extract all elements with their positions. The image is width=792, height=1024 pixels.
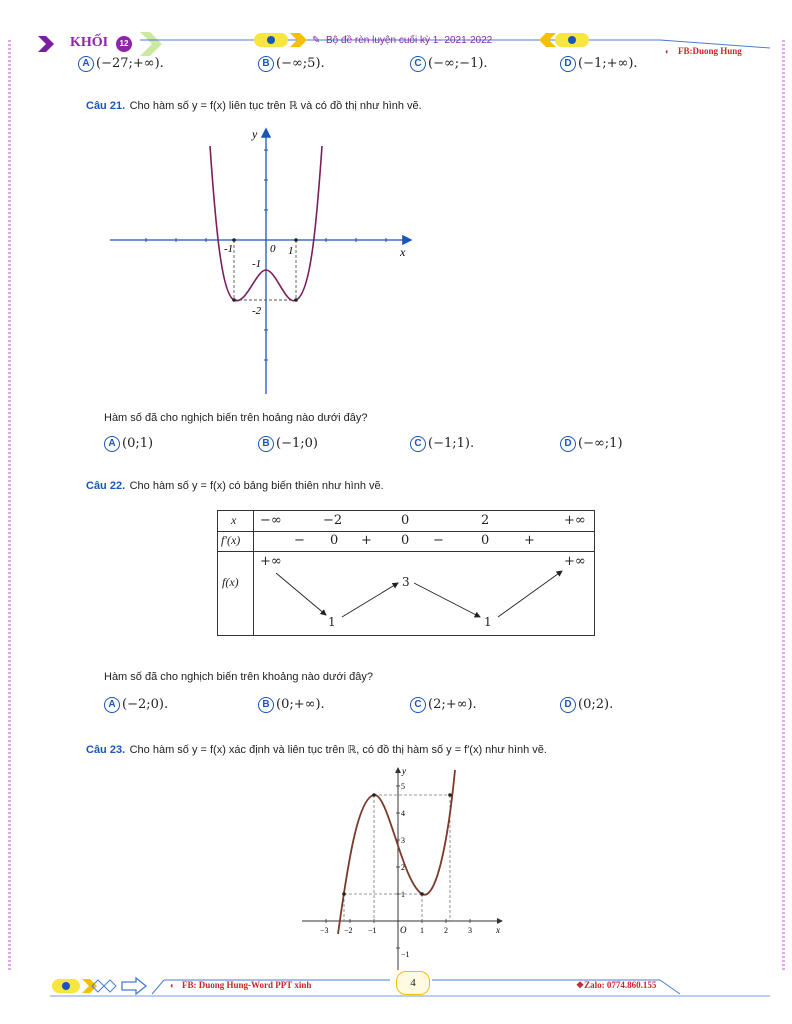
q22-stem: Câu 22. Cho hàm số y = f(x) có bảng biến thiên như hình vẽ. (86, 480, 384, 492)
footer-fb-text: FB: Duong Hung-Word PPT xinh (182, 980, 312, 990)
table-f-value: +∞ (564, 554, 586, 569)
grade-label: KHỐI (70, 35, 109, 50)
table-sign: + (524, 533, 535, 548)
q21-label-y-minus1: -1 (252, 258, 262, 270)
q23-label-x: x (496, 925, 500, 935)
q23-xtick: 3 (468, 926, 472, 935)
q23-xtick: −1 (368, 926, 377, 935)
q21-label-y-minus2: -2 (252, 305, 262, 317)
grade-number-badge: 12 (116, 36, 132, 52)
q23-label-origin: O (400, 925, 407, 935)
q21-stem: Câu 21. Cho hàm số y = f(x) liên tục trên ℝ và có đồ thị như hình vẽ. (86, 100, 422, 112)
header-decoration (0, 0, 792, 60)
table-x-value: −2 (323, 513, 343, 528)
page-header (0, 0, 792, 60)
q21-label-x: x (400, 245, 406, 259)
q23-xtick: −2 (344, 926, 353, 935)
table-sign: − (294, 533, 305, 548)
q21-graph (100, 122, 420, 402)
q21-label-y: y (252, 127, 258, 141)
table-row-x-label: x (231, 513, 237, 527)
q21-label-plus1: 1 (288, 245, 294, 257)
q22-option-a[interactable]: A (−2;0). (104, 697, 168, 713)
footer-fb-icon: ◐ (170, 981, 175, 990)
q23-graph (298, 762, 508, 972)
q21-question: Hàm số đã cho nghịch biến trên hoảng nào dưới đây? (104, 412, 368, 424)
q21-option-b[interactable]: B (−1;0) (258, 436, 318, 452)
q23-xtick: 2 (444, 926, 448, 935)
q20-option-c[interactable]: C (−∞;−1). (410, 56, 488, 72)
table-sign: 0 (481, 533, 490, 548)
q22-variation-table (217, 510, 595, 636)
q23-ytick: 4 (401, 809, 405, 818)
q23-ytick: 3 (401, 836, 405, 845)
table-x-value: −∞ (260, 513, 282, 528)
q23-xtick: 1 (420, 926, 424, 935)
q21-option-c[interactable]: C (−1;1). (410, 436, 474, 452)
q21-option-d[interactable]: D (−∞;1) (560, 436, 623, 452)
q21-label-minus1: -1 (224, 243, 234, 255)
q22-option-d[interactable]: D (0;2). (560, 697, 613, 713)
q22-question: Hàm số đã cho nghịch biến trên khoảng nào dưới đây? (104, 671, 373, 683)
page-number: 4 (396, 971, 430, 995)
left-border-decoration (8, 40, 11, 970)
right-border-decoration (782, 40, 785, 970)
table-x-value: 2 (481, 513, 490, 528)
q23-ytick: 2 (401, 863, 405, 872)
table-sign: + (361, 533, 372, 548)
q22-option-b[interactable]: B (0;+∞). (258, 697, 325, 713)
page-footer (0, 968, 792, 1008)
table-sign: − (433, 533, 444, 548)
table-x-value: +∞ (564, 513, 586, 528)
table-arrows (218, 511, 594, 635)
q21-label-origin: 0 (270, 243, 276, 255)
edit-icon: ✎ (312, 35, 321, 46)
table-sign: 0 (330, 533, 339, 548)
table-sign: 0 (401, 533, 410, 548)
table-f-value: 1 (484, 615, 492, 629)
table-row-f-label: f(x) (222, 575, 239, 589)
table-f-value: +∞ (260, 554, 282, 569)
table-row-fp-label: f′(x) (221, 533, 241, 547)
q21-option-a[interactable]: A (0;1) (104, 436, 153, 452)
table-x-value: 0 (401, 513, 410, 528)
q23-ytick: −1 (401, 950, 410, 959)
q23-label-y: y (402, 766, 406, 776)
q23-ytick: 5 (401, 782, 405, 791)
q22-option-c[interactable]: C (2;+∞). (410, 697, 477, 713)
table-f-value: 1 (328, 615, 336, 629)
q20-option-d[interactable]: D (−1;+∞). (560, 56, 638, 72)
fb-icon: ◐ (665, 47, 670, 56)
header-title: Bộ đề rèn luyện cuối kỳ 1- 2021-2022 (326, 35, 493, 46)
table-f-value: 3 (402, 575, 410, 589)
q20-option-b[interactable]: B (−∞;5). (258, 56, 325, 72)
q20-option-a[interactable]: A (−27;+∞). (78, 56, 164, 72)
q23-xtick: −3 (320, 926, 329, 935)
q23-ytick: 1 (401, 890, 405, 899)
q23-curve (338, 770, 455, 934)
footer-zalo: ❖Zalo: 0774.860.155 (576, 980, 657, 990)
q23-stem: Câu 23. Cho hàm số y = f(x) xác định và liên tục trên ℝ, có đồ thị hàm số y = f′(x) như hình vẽ. (86, 744, 547, 756)
header-fb-label: FB:Duong Hung (678, 46, 742, 56)
